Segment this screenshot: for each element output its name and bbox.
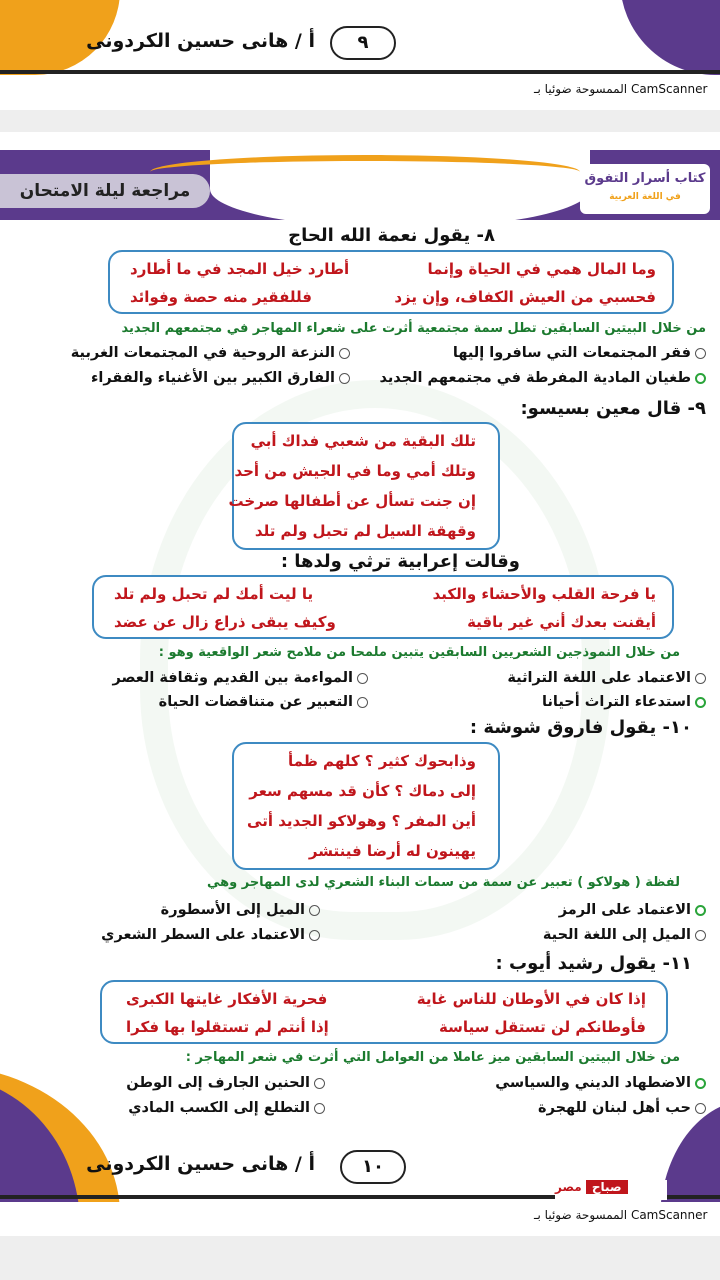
q8-option-1[interactable]: فقر المجتمعات التي سافروا إليها — [453, 345, 706, 361]
q10-option-4[interactable]: الاعتماد على السطر الشعري — [101, 927, 320, 943]
q9-option-1[interactable]: الاعتماد على اللغة التراثية — [507, 670, 706, 686]
question-10-title: ١٠- يقول فاروق شوشة : — [469, 717, 692, 738]
verse-box-q10 — [232, 742, 500, 870]
question-9-title: ٩- قال معين بسيسو: — [520, 398, 706, 419]
radio-icon[interactable] — [339, 348, 350, 359]
previous-page-footer — [0, 0, 720, 75]
logo-title: كتاب أسرار التفوق — [584, 171, 706, 186]
verse-box-q9 — [228, 422, 500, 550]
verse: وقهقة السيل لم تحبل ولم تلد — [254, 522, 476, 540]
exam-page — [0, 150, 720, 1205]
verse: يا فرحة القلب والأحشاء والكبد — [432, 585, 656, 603]
q8-option-2[interactable]: النزعة الروحية في المجتمعات الغربية — [71, 345, 350, 361]
verse-box-q8 — [108, 250, 674, 314]
header-label: مراجعة ليلة الامتحان — [0, 174, 210, 208]
radio-icon[interactable] — [695, 348, 706, 359]
verse-box-q11 — [100, 980, 668, 1044]
page-separator-bottom — [0, 1236, 720, 1280]
verse: إذا أنتم لم تستقلوا بها فكرا — [126, 1018, 329, 1036]
question-8-prompt: من خلال البيتين السابقين تطل سمة مجتمعية أثرت على شعراء المهاجر في مجتمعهم الجديد — [121, 321, 706, 336]
question-10-prompt: لفظة ( هولاكو ) تعبير عن سمة من سمات البناء الشعري لدى المهاجر وهي — [206, 875, 680, 890]
site-stamp — [555, 1180, 667, 1200]
question-9-prompt: من خلال النموذجين الشعريين السابقين يتبين ملمحا من ملامح شعر الواقعية وهو : — [158, 645, 680, 660]
purple-swoosh — [620, 0, 720, 75]
book-logo — [580, 164, 710, 214]
radio-icon[interactable] — [309, 930, 320, 941]
q10-option-2[interactable]: الميل إلى الأسطورة — [161, 902, 320, 918]
author-name: أ / هانى حسين الكردونى — [86, 30, 315, 52]
verse: وذابحوك كثير ؟ كلهم ظمأ — [288, 752, 476, 770]
verse: أطارد خيل المجد في ما أطارد — [130, 260, 350, 278]
radio-selected-icon[interactable] — [695, 697, 706, 708]
scanner-note: الممسوحة ضوئيا بـ CamScanner — [0, 76, 720, 102]
radio-icon[interactable] — [357, 673, 368, 684]
q11-option-2[interactable]: الحنين الجارف إلى الوطن — [126, 1075, 325, 1091]
q10-option-1[interactable]: الاعتماد على الرمز — [559, 902, 706, 918]
radio-icon[interactable] — [309, 905, 320, 916]
verse: إن جنت تسأل عن أطفالها صرخت — [228, 492, 476, 510]
stamp-brand: صباح — [586, 1180, 628, 1194]
footer-author: أ / هانى حسين الكردونى — [86, 1153, 315, 1175]
q9-option-2[interactable]: المواءمة بين القديم وثقافة العصر — [112, 670, 368, 686]
q9-option-3[interactable]: استدعاء التراث أحيانا — [542, 694, 706, 710]
radio-selected-icon[interactable] — [695, 1078, 706, 1089]
verse: وتلك أمي وما في الجيش من أحد — [234, 462, 476, 480]
radio-icon[interactable] — [695, 673, 706, 684]
verse: فحرية الأفكار غايتها الكبرى — [126, 990, 328, 1008]
q11-option-3[interactable]: حب أهل لبنان للهجرة — [538, 1100, 706, 1116]
verse: إذا كان في الأوطان للناس غاية — [416, 990, 646, 1008]
radio-icon[interactable] — [339, 373, 350, 384]
verse: يهينون له أرضا فينتشر — [308, 842, 476, 860]
q8-option-4[interactable]: الفارق الكبير بين الأغنياء والفقراء — [91, 370, 350, 386]
radio-icon[interactable] — [314, 1078, 325, 1089]
question-9-subtitle: وقالت إعرابية ترثي ولدها : — [280, 551, 520, 572]
verse: أيقنت بعدك أني غير باقية — [467, 613, 656, 631]
scanner-note-bottom: الممسوحة ضوئيا بـ CamScanner — [0, 1202, 720, 1228]
verse-box-q9b — [92, 575, 674, 639]
footer-page-number: ١٠ — [340, 1150, 406, 1184]
q9-option-4[interactable]: التعبير عن متناقضات الحياة — [159, 694, 368, 710]
verse: فللفقير منه حصة وفوائد — [130, 288, 312, 306]
verse: تلك البقية من شعبي فداك أبي — [250, 432, 476, 450]
verse: أين المفر ؟ وهولاكو الجديد أتى — [247, 812, 476, 830]
stamp-suffix: مصر — [555, 1180, 582, 1194]
divider — [0, 70, 720, 74]
verse: وما المال همي في الحياة وإنما — [427, 260, 656, 278]
logo-subtitle: في اللغة العربية — [609, 192, 681, 202]
header-orange-arc — [150, 155, 580, 189]
page-number: ٩ — [330, 26, 396, 60]
q10-option-3[interactable]: الميل إلى اللغة الحية — [543, 927, 706, 943]
q8-option-3[interactable]: طغيان المادية المفرطة في مجتمعهم الجديد — [379, 370, 706, 386]
radio-icon[interactable] — [314, 1103, 325, 1114]
page-separator — [0, 110, 720, 132]
verse: وكيف يبقى ذراع زال عن عضد — [114, 613, 336, 631]
radio-icon[interactable] — [357, 697, 368, 708]
question-11-title: ١١- يقول رشيد أيوب : — [495, 953, 692, 974]
verse: يا ليت أمك لم تحبل ولم تلد — [114, 585, 314, 603]
q11-option-1[interactable]: الاضطهاد الديني والسياسي — [495, 1075, 706, 1091]
question-8-title: ٨- يقول نعمة الله الحاج — [288, 225, 495, 246]
radio-icon[interactable] — [695, 930, 706, 941]
verse: إلى دماك ؟ كأن قد مسهم سعر — [249, 782, 476, 800]
radio-selected-icon[interactable] — [695, 905, 706, 916]
verse: فأوطانكم لن تستقل سياسة — [438, 1018, 646, 1036]
radio-icon[interactable] — [695, 1103, 706, 1114]
question-11-prompt: من خلال البيتين السابقين ميز عاملا من العوامل التي أثرت في شعر المهاجر : — [185, 1050, 680, 1065]
verse: فحسبي من العيش الكفاف، وإن يزد — [394, 288, 656, 306]
q11-option-4[interactable]: التطلع إلى الكسب المادي — [128, 1100, 325, 1116]
radio-selected-icon[interactable] — [695, 373, 706, 384]
